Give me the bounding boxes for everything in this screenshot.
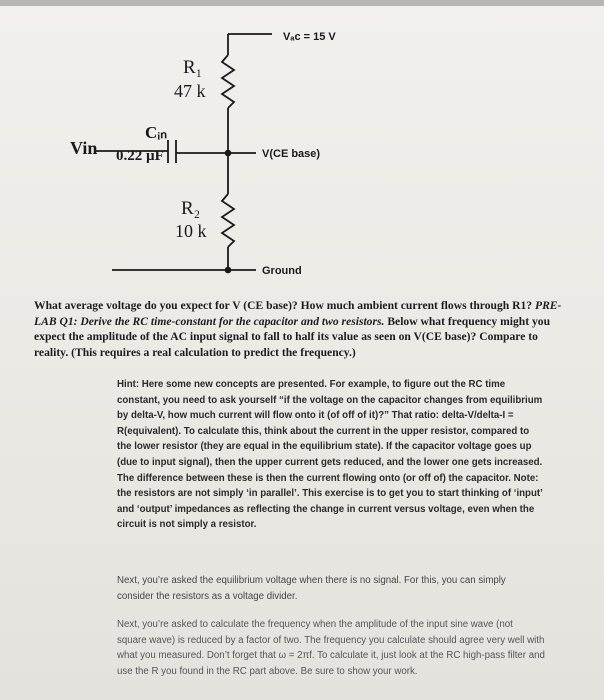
r2-resistor [222, 194, 234, 247]
question-part-3: Below what frequency might you expect the amplitude of the AC input signal to fall to half its value as seen on V(CE base)? Compare to reality. (This requires a real calculation to predict the frequency.) [34, 314, 551, 359]
capacitor-value: 0.22 µF [116, 148, 164, 164]
ground-label: Ground [262, 265, 302, 277]
hint-rc-time-constant: Hint: Here some new concepts are presented. For example, to figure out the RC time constant, you need to ask yourself “if the voltage on the capacitor changes from equilibrium by delta-V, how much current will flow onto it (of off of it)?” That ratio: delta-V/delta-I = R(equivalent). To calculate this, think about the current in the upper resistor, compared to the lower resistor (they are equal in the equilibrium state). If the capacitor voltage goes up (due to input signal), then the upper current gets reduced, and the lower one gets increased. The difference between these is then the current flowing onto (or off of) the capacitor. Note: the resistors are not simply ‘in parallel’. This exercise is to get you to start thinking of ‘input’ and ‘output’ impedances as reflecting the change in current versus voltage, even when the circuit is not simply a resistor. [117, 379, 543, 531]
vin-label: Vin [70, 138, 98, 158]
r1-name: R₁ [183, 57, 203, 78]
vce-base-label: V(CE base) [262, 148, 321, 160]
capacitor-name: Cᵢₙ [145, 123, 168, 142]
question-paragraph [34, 298, 574, 360]
ground-node-dot [226, 268, 231, 273]
r1-resistor [222, 55, 234, 108]
vcc-label: Vₐc = 15 V [283, 31, 336, 43]
hint-equilibrium-voltage: Next, you’re asked the equilibrium voltage when there is no signal. For this, you can simply consider the resistors as a voltage divider. [117, 575, 506, 602]
r1-value: 47 k [174, 81, 206, 101]
hint-half-amplitude-frequency: Next, you’re asked to calculate the frequency when the amplitude of the input sine wave (not square wave) is reduced by a factor of two. The frequency you calculate should agree very well with what you measured. Don’t forget that ω = 2πf. To calculate it, just look at the RC high-pass filter and use the R you found in the RC part above. Be sure to show your work. [117, 619, 545, 677]
r2-value: 10 k [175, 221, 207, 241]
question-part-1: What average voltage do you expect for V (CE base)? How much ambient current flows through R1? [34, 299, 533, 312]
r2-name: R₂ [181, 198, 201, 219]
prelab-question-1: PRE-LAB Q1: Derive the RC time-constant for the capacitor and two resistors. [34, 299, 562, 328]
